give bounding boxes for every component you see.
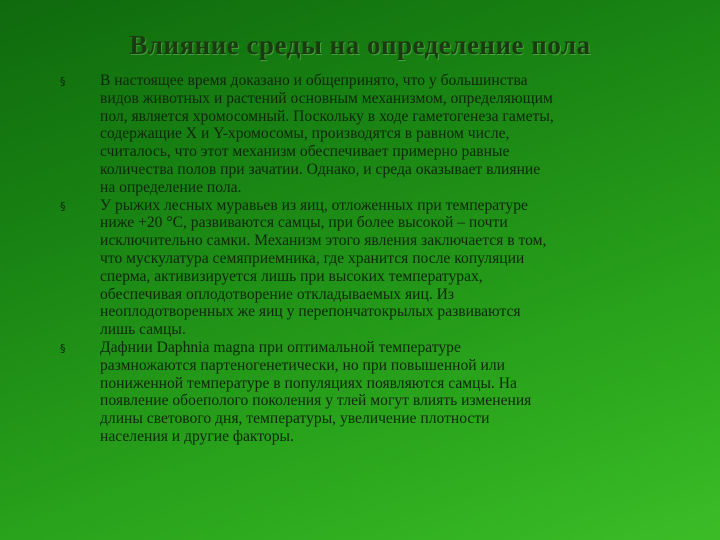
bullet-line: лишь самцы. bbox=[100, 321, 186, 339]
bullet-line: появление обоеполого поколения у тлей могут влиять изменения bbox=[100, 392, 532, 410]
bullet-line: видов животных и растений основным механизмом, определяющим bbox=[100, 89, 553, 107]
bullet-line: на определение пола. bbox=[100, 178, 242, 196]
bullet-text bbox=[100, 197, 694, 339]
bullet-text bbox=[100, 72, 694, 197]
bullet-item bbox=[60, 197, 694, 339]
bullet-marker-icon: § bbox=[60, 341, 66, 355]
bullet-line: У рыжих лесных муравьев из яиц, отложенных при температуре bbox=[100, 196, 528, 214]
bullet-line: количества полов при зачатии. Однако, и среда оказывает влияние bbox=[100, 160, 541, 178]
bullet-line: пол, является хромосомный. Поскольку в ходе гаметогенеза гаметы, bbox=[100, 107, 554, 125]
bullet-line: исключительно самки. Механизм этого явления заключается в том, bbox=[100, 232, 547, 250]
bullet-line: сперма, активизируется лишь при высоких температурах, bbox=[100, 267, 483, 285]
bullet-marker-icon: § bbox=[60, 199, 66, 213]
bullet-line: содержащие X и Y-хромосомы, производятся в равном числе, bbox=[100, 125, 510, 143]
bullet-item bbox=[60, 72, 694, 197]
bullet-line: размножаются партеногенетически, но при повышенной или bbox=[100, 356, 506, 374]
bullet-list bbox=[60, 72, 694, 446]
bullet-line: Дафнии Daphnia magna при оптимальной температуре bbox=[100, 338, 461, 356]
bullet-line: неоплодотворенных же яиц у перепончатокрылых развиваются bbox=[100, 303, 521, 321]
slide-title: Влияние среды на определение пола bbox=[129, 30, 591, 60]
bullet-line: считалось, что этот механизм обеспечивает примерно равные bbox=[100, 143, 510, 161]
bullet-text bbox=[100, 339, 694, 446]
bullet-marker-icon: § bbox=[60, 75, 66, 88]
bullet-line: населения и другие факторы. bbox=[100, 427, 294, 445]
bullet-item bbox=[60, 339, 694, 446]
bullet-line: В настоящее время доказано и общепринято, что у большинства bbox=[100, 72, 528, 89]
bullet-line: пониженной температуре в популяциях появляются самцы. На bbox=[100, 374, 517, 392]
bullet-line: длины светового дня, температуры, увеличение плотности bbox=[100, 410, 490, 428]
bullet-line: ниже +20 °С, развиваются самцы, при более высокой – почти bbox=[100, 214, 508, 232]
bullet-line: что мускулатура семяприемника, где хранится после копуляции bbox=[100, 249, 525, 267]
bullet-line: обеспечивая оплодотворение откладываемых яиц. Из bbox=[100, 285, 455, 303]
